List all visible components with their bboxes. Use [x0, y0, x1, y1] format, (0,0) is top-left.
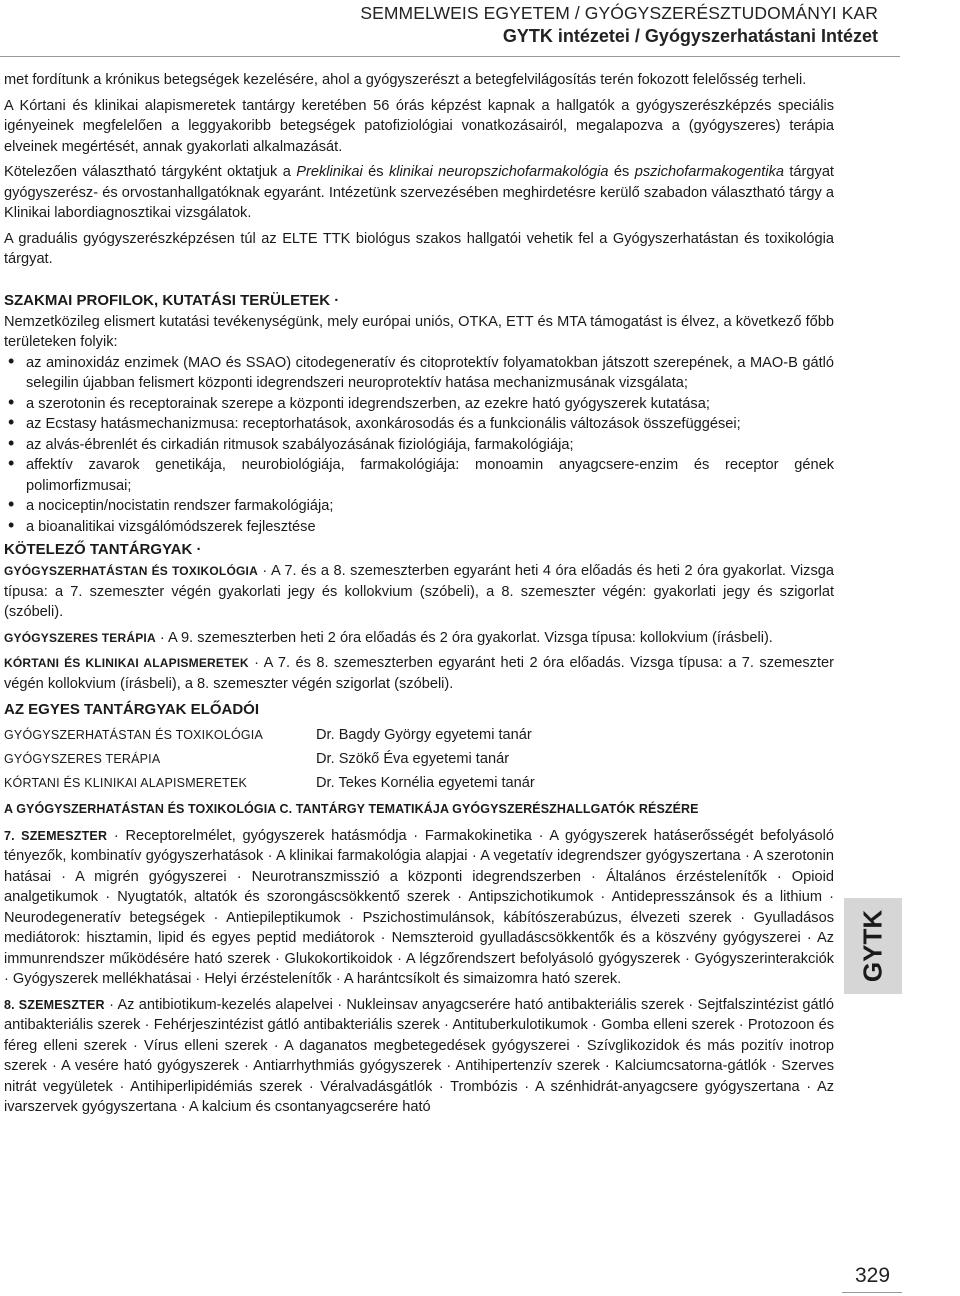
list-item: • az Ecstasy hatásmechanizmusa: receptorhatások, axonkárosodás és a funkcionális változások összefüggései;	[4, 414, 834, 435]
lecturers-table	[4, 723, 535, 795]
p3-text-b: és	[362, 164, 389, 180]
list-item: • a bioanalitikai vizsgálómódszerek fejlesztése	[4, 517, 834, 538]
list-item: • a szerotonin és receptorainak szerepe a központi idegrendszerben, az ezekre ható gyógyszerek kutatása;	[4, 394, 834, 415]
semester-text: · Az antibiotikum-kezelés alapelvei · Nukleinsav anyagcserére ható antibakteriális szerek · Sejtfalszintézist gátló antibakteriális szerek · Fehérjeszintézist gátló antibakteriális szerek · Antituberkulotikumok · Gomba elleni szerek · Protozoon és féreg elleni szerek · Vírus elleni szerek · A daganatos megbetegedések gyógyszerei · Szívglikozidok és más pozitív inotrop szerek · A vesére ható gyógyszerek · Antiarrhythmiás gyógyszerek · Antihipertenzív szerek · Kalciumcsatorna-gátlók · Szerves nitrát vegyületek · Antihiperlipidémiás szerek · Véralvadásgátlók · Trombózis · A szénhidrát-anyagcsere gyógyszertana · Az ivarszervek gyógyszertana · A kalcium és csontanyagcserére ható	[4, 996, 834, 1115]
course-text: · A 9. szemeszterben heti 2 óra előadás és 2 óra gyakorlat. Vizsga típusa: kollokvium (írásbeli).	[155, 629, 773, 646]
header-university: SEMMELWEIS EGYETEM / GYÓGYSZERÉSZTUDOMÁNYI KAR	[360, 3, 878, 23]
lecturers-heading: AZ EGYES TANTÁRGYAK ELŐADÓI	[4, 701, 260, 718]
course-item	[4, 653, 834, 694]
footer-divider	[842, 1292, 902, 1293]
list-item: • az alvás-ébrenlét és cirkadián ritmusok szabályozásának fiziológiája, farmakológiája;	[4, 435, 834, 456]
profile-intro: Nemzetközileg elismert kutatási tevékenységünk, mely európai uniós, OTKA, ETT és MTA támogatást is élvez, a következő főbb területeken folyik:	[4, 313, 834, 350]
courses-heading: KÖTELEZŐ TANTÁRGYAK ·	[4, 541, 202, 558]
profile-heading: SZAKMAI PROFILOK, KUTATÁSI TERÜLETEK ·	[4, 291, 340, 309]
intro-paragraph-4: A graduális gyógyszerészképzésen túl az ELTE TTK biológus szakos hallgatói vehetik fel a Gyógyszerhatástan és toxikológia tárgyat.	[4, 230, 834, 267]
research-list	[4, 353, 834, 538]
side-tab-label: GYTK	[857, 909, 888, 983]
intro-paragraph-3	[4, 162, 834, 224]
lecturer-name: Dr. Tekes Kornélia egyetemi tanár	[316, 774, 535, 791]
list-item: • az aminoxidáz enzimek (MAO és SSAO) citodegeneratív és citoprotektív folyamatokban játszott szerepének, a MAO-B gátló selegilin újabban felismert központi idegrendszeri neuroprotektív hatása mechanizmusának vizsgálata;	[4, 353, 834, 394]
intro-paragraph-2: A Kórtani és klinikai alapismeretek tantárgy keretében 56 órás képzést kapnak a hallgatók a gyógyszerészképzés speciális igényeinek megfelelően a leggyakoribb betegségek patofiziológiai vonatkozásairól, megalapozva a (gyógyszeres) terápia elveinek megértését, annak gyakorlati alkalmazását.	[4, 97, 834, 155]
course-text: · A 7. és 8. szemeszterben egyaránt heti 2 óra előadás. Vizsga típusa: a 7. szemeszter végén kollokvium (írásbeli), a 8. szemeszter végén szigorlat (szóbeli).	[4, 655, 834, 692]
lecturer-subject: KÓRTANI ÉS KLINIKAI ALAPISMERETEK	[4, 775, 248, 790]
course-title: GYÓGYSZERES TERÁPIA	[4, 630, 156, 645]
tematika-title: A GYÓGYSZERHATÁSTAN ÉS TOXIKOLÓGIA C. TANTÁRGY TEMATIKÁJA GYÓGYSZERÉSZHALLGATÓK RÉSZÉRE	[4, 802, 699, 816]
semester-8	[4, 995, 834, 1118]
intro-paragraph-1: met fordítunk a krónikus betegségek kezelésére, ahol a gyógyszerészt a betegfelvilágosítás terén fokozott felelősség terheli.	[4, 72, 807, 88]
course-item	[4, 561, 834, 623]
main-content	[4, 70, 834, 1123]
p3-text-c: és	[608, 164, 635, 180]
semester-label: 8. SZEMESZTER	[4, 997, 105, 1012]
table-row	[4, 771, 535, 795]
semester-label: 7. SZEMESZTER	[4, 828, 108, 843]
p3-text-a: Kötelezően választható tárgyként oktatjuk a	[4, 164, 297, 180]
side-tab	[844, 898, 902, 994]
semester-text: · Receptorelmélet, gyógyszerek hatásmódja · Farmakokinetika · A gyógyszerek hatáserősségét befolyásoló tényezők, kombinatív gyógyszerhatások · A klinikai farmakológia alapjai · A vegetatív idegrendszer gyógyszertana · A szerotonin hatásai · A migrén gyógyszerei · Neurotranszmisszió a központi idegrendszerben · Általános érzéstelenítők · Opioid analgetikumok · Nyugtatók, altatók és szorongáscsökkentő szerek · Antipszichotikumok · Antidepresszánsok és a lithium · Neurodegeneratív betegségek · Antiepileptikumok · Pszichostimulánsok, kábítószerabúzus, élvezeti szerek · Gyulladásos mediátorok: hisztamin, lipid és egyes peptid mediátorok · Nemszteroid gyulladáscsökkentők és a köszvény gyógyszerei · Az immunrendszer működésére ható szerek · Glukokortikoidok · A légzőrendszert befolyásoló gyógyszerek · Gyógyszerinterakciók · Gyógyszerek mellékhatásai · Helyi érzéstelenítők · A harántcsíkolt és simaizomra ható szerek.	[4, 827, 834, 987]
semester-7	[4, 826, 834, 990]
p3-text-d: tárgyat gyógyszerész- és orvostanhallgatóknak egyaránt. Intézetünk szervezésében meghirdetésre kerülő szabadon választható tárgy a Klinikai labordiagnosztikai vizsgálatok.	[4, 164, 834, 221]
list-item: • a nociceptin/nocistatin rendszer farmakológiája;	[4, 496, 834, 517]
lecturer-name: Dr. Szökő Éva egyetemi tanár	[316, 750, 510, 767]
lecturer-name: Dr. Bagdy György egyetemi tanár	[316, 726, 532, 743]
page-number: 329	[855, 1264, 891, 1287]
p3-italic-2: klinikai neuropszichofarmakológia	[388, 164, 609, 180]
course-title: GYÓGYSZERHATÁSTAN ÉS TOXIKOLÓGIA	[4, 564, 258, 578]
header-institute: GYTK intézetei / Gyógyszerhatástani Intézet	[502, 26, 878, 46]
lecturer-subject: GYÓGYSZERES TERÁPIA	[4, 751, 161, 766]
table-row	[4, 723, 535, 747]
course-title: KÓRTANI ÉS KLINIKAI ALAPISMERETEK	[4, 656, 249, 670]
course-item	[4, 628, 834, 649]
lecturer-subject: GYÓGYSZERHATÁSTAN ÉS TOXIKOLÓGIA	[4, 727, 264, 742]
p3-italic-3: pszichofarmakogentika	[634, 164, 784, 180]
table-row	[4, 747, 535, 771]
header-divider	[0, 56, 900, 57]
course-text: · A 7. és a 8. szemeszterben egyaránt heti 4 óra előadás és heti 2 óra gyakorlat. Vizsga típusa: a 7. szemeszter végén gyakorlati jegy és kollokvium (szóbeli), a 8. szemeszter végén: gyakorlati jegy és szigorlat (szóbeli).	[4, 563, 834, 620]
p3-italic-1: Preklinikai	[296, 164, 363, 180]
list-item: • affektív zavarok genetikája, neurobiológiája, farmakológiája: monoamin anyagcsere-enzim és receptor gének polimorfizmusai;	[4, 455, 834, 496]
